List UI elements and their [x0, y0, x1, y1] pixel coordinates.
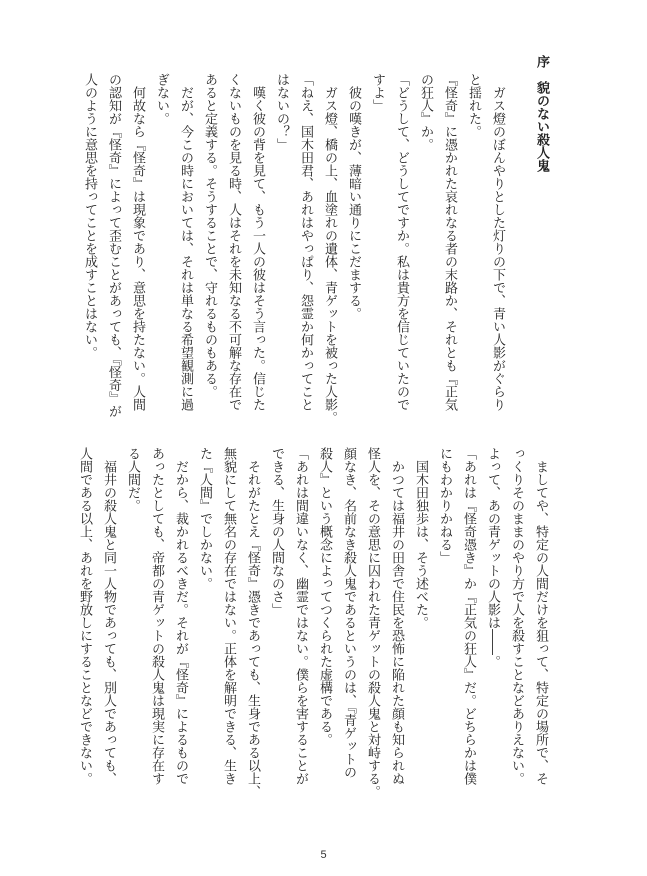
- text-line: 国木田独歩は、そう述べた。: [413, 447, 428, 629]
- page-number: 5: [320, 849, 327, 861]
- text-line: の認知が『怪奇』によって歪むことがあっても、『怪奇』が: [106, 73, 121, 418]
- text-line: あると定義する。そうすることで、守れるものもある。: [202, 73, 217, 398]
- text-line: 人のように意思を持ってことを成すことはない。: [82, 73, 97, 359]
- text-line: 「ねえ、国木田君、あれはやっぱり、怨霊か何かってこと: [298, 73, 313, 411]
- text-line: 『怪奇』に憑かれた哀れなる者の末路か、それとも『正気: [442, 73, 457, 411]
- text-line: 「あれは間違いなく、幽霊ではない。僕らを害することが: [293, 447, 308, 785]
- text-line: た『人間』でしかない。: [197, 447, 212, 590]
- text-line: 無貌にして無名の存在ではない。正体を解明できる、生き: [221, 447, 236, 785]
- text-line: ましてや、特定の人間だけを狙って、特定の場所で、そ: [533, 447, 548, 785]
- chapter-title: 序 貌のない殺人鬼: [534, 55, 549, 172]
- text-line: ぎない。: [154, 73, 169, 125]
- text-line: 怪人を、その意思に囚われた青ゲットの殺人鬼と対峙する。: [365, 447, 380, 798]
- text-line: っくりそのままのやり方で人を殺すことなどありえない。: [509, 447, 524, 785]
- text-block-bottom: [72, 447, 552, 798]
- text-line: 何故なら『怪奇』は現象であり、意思を持たない。人間: [130, 73, 145, 411]
- text-line: にもわかりかねる」: [437, 447, 452, 564]
- text-line: だから、裁かれるべきだ。それが『怪奇』によるもので: [173, 447, 188, 785]
- text-line: 顔なき、名前なき殺人鬼であるというのは、『青ゲットの: [341, 447, 356, 779]
- text-line: ガス燈、橋の上、血塗れの遺体、青ゲットを被った人影。: [322, 73, 337, 424]
- text-line: ガス燈のぼんやりとした灯りの下で、青い人影がぐらり: [490, 73, 505, 411]
- text-line: 「どうして、どうしてですか。私は貴方を信じていたので: [394, 73, 409, 411]
- text-line: それがたとえ『怪奇』憑きであっても、生身である以上、: [245, 447, 260, 798]
- text-line: と揺れた。: [466, 73, 481, 138]
- text-line: 嘆く彼の背を見て、もう一人の彼はそう言った。信じた: [250, 73, 265, 411]
- text-line: る人間だ。: [125, 447, 140, 512]
- text-line: くないものを見る時、人はそれを未知なる不可解な存在で: [226, 73, 241, 411]
- text-line: できる、生身の人間なのさ」: [269, 447, 284, 616]
- text-line: だが、今この時においては、それは単なる希望観測に過: [178, 73, 193, 411]
- text-line: よって、あの青ゲットの人影は――。: [485, 447, 500, 668]
- text-block-top: [77, 73, 509, 424]
- text-line: すよ」: [370, 73, 385, 112]
- text-line: 殺人』という概念によってつくられた虚構である。: [317, 447, 332, 746]
- text-line: はないの？」: [274, 73, 289, 151]
- text-line: の狂人』か。: [418, 73, 433, 151]
- text-line: かつては福井の田舎で住民を恐怖に陥れた顔も知られぬ: [389, 447, 404, 785]
- text-line: 「あれは『怪奇憑き』か『正気の狂人』だ。どちらかは僕: [461, 447, 476, 785]
- text-line: 彼の嘆きが、薄暗い通りにこだまする。: [346, 73, 361, 320]
- text-line: 人間である以上、あれを野放しにすることなどできない。: [77, 447, 92, 785]
- text-line: あったとしても、帝都の青ゲットの殺人鬼は現実に存在す: [149, 447, 164, 785]
- text-line: 福井の殺人鬼と同一人物であっても、別人であっても、: [101, 447, 116, 785]
